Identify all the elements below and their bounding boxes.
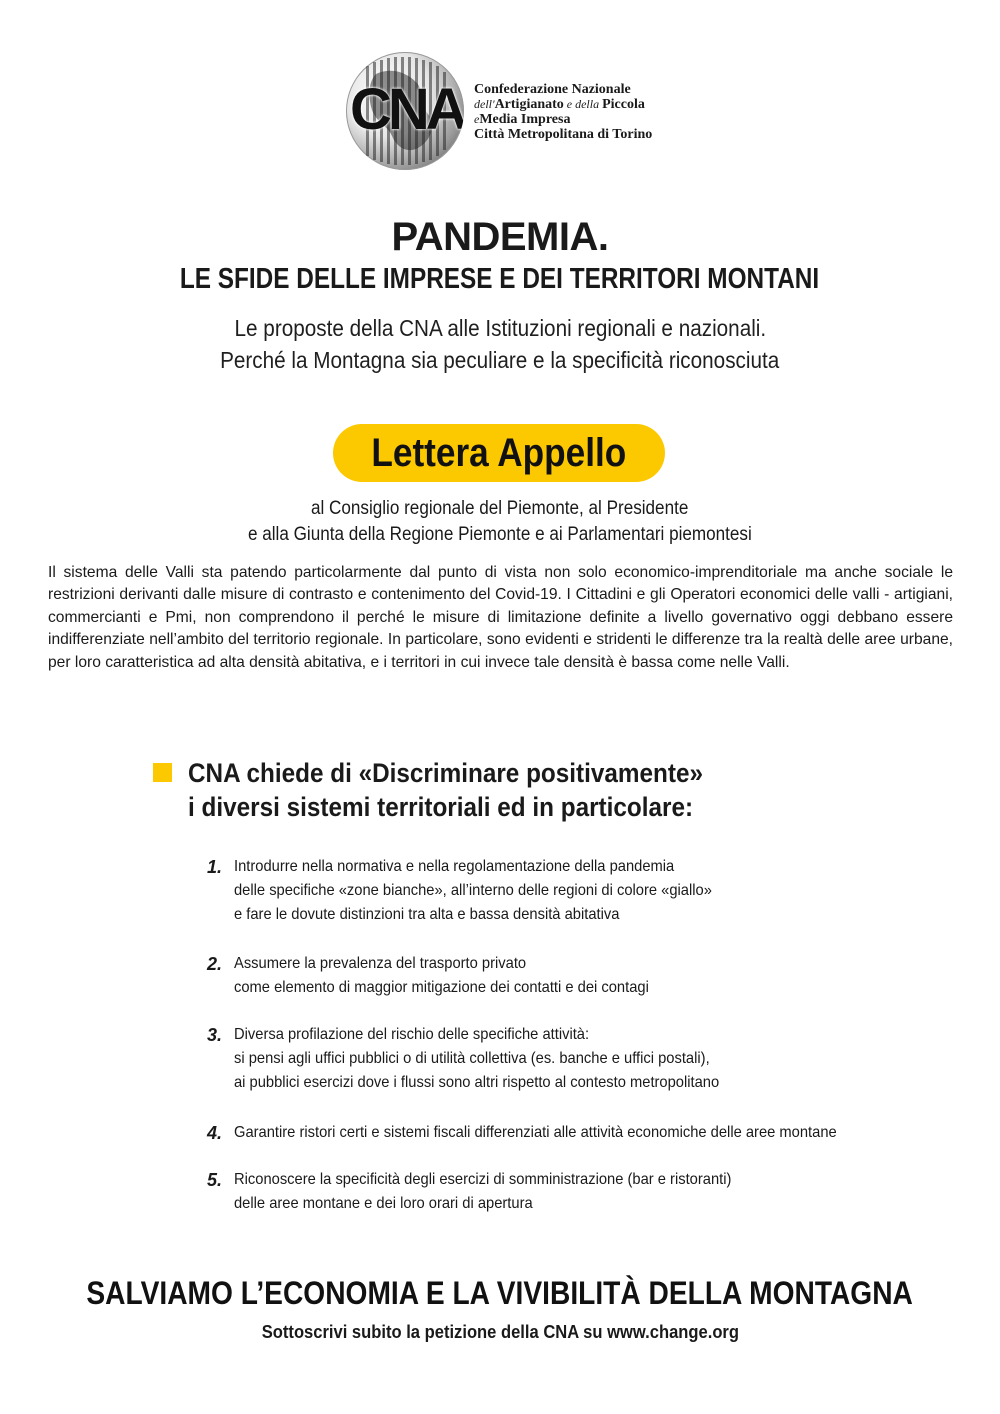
logo-line-2: dell'Artigianato e della Piccola xyxy=(474,97,645,112)
list-item-line: ai pubblici esercizi dove i flussi sono altri rispetto al contesto metropolitano xyxy=(234,1074,720,1091)
demand-line-1: CNA chiede di «Discriminare positivamente» xyxy=(188,758,703,788)
recipients-line-1: al Consiglio regionale del Piemonte, al Presidente xyxy=(311,498,689,519)
list-item-line: delle aree montane e dei loro orari di apertura xyxy=(234,1195,533,1212)
list-item-line: delle specifiche «zone bianche», all’interno delle regioni di colore «giallo» xyxy=(234,882,712,899)
logo-wordmark xyxy=(474,82,694,142)
list-item-line: si pensi agli uffici pubblici o di utilità collettiva (es. banche e uffici postali), xyxy=(234,1050,710,1067)
recipients-line-2: e alla Giunta della Regione Piemonte e ai Parlamentari piemontesi xyxy=(248,524,752,545)
list-item-line: Assumere la prevalenza del trasporto privato xyxy=(234,955,527,972)
footer-petition: Sottoscrivi subito la petizione della CNA su www.change.org xyxy=(261,1322,739,1342)
lead-line-1: Le proposte della CNA alle Istituzioni regionali e nazionali. xyxy=(234,315,766,341)
page-title: PANDEMIA. xyxy=(391,215,609,259)
list-item-number: 5. xyxy=(206,1170,222,1190)
appeal-badge: Lettera Appello xyxy=(333,424,665,482)
demand-line-2: i diversi sistemi territoriali ed in particolare: xyxy=(188,792,694,822)
list-item-line: Introdurre nella normativa e nella regolamentazione della pandemia xyxy=(234,858,675,875)
logo-line-1: Confederazione Nazionale xyxy=(474,82,631,97)
lead-line-2: Perché la Montagna sia peculiare e la specificità riconosciuta xyxy=(220,347,780,373)
logo-line-4: Città Metropolitana di Torino xyxy=(474,127,653,142)
lead-text xyxy=(0,312,1000,376)
page-subtitle: LE SFIDE DELLE IMPRESE E DEI TERRITORI MONTANI xyxy=(180,263,820,295)
cna-logo xyxy=(346,52,686,170)
list-item-number: 2. xyxy=(206,954,222,974)
list-item-line: Riconoscere la specificità degli esercizi di somministrazione (bar e ristoranti) xyxy=(234,1171,732,1188)
body-paragraph: Il sistema delle Valli sta patendo particolarmente dal punto di vista non solo economico-imprenditoriale ma anche sociale le restrizioni derivanti dalle misure di contrasto e contenimento del Covid-19. I Cittadini e gli Operatori economici delle valli - artigiani, commercianti e Pmi, non comprendono il perché le misure di limitazione definite a livello governativo oggi debbano essere indifferenziate nell’ambito del territorio regionale. In particolare, sono evidenti e stridenti le differenze tra la realtà delle aree urbane, per loro caratteristica ad alta densità abitativa, e i territori in cui invece tale densità è bassa come nelle Valli. xyxy=(48,564,953,671)
footer-title: SALVIAMO L’ECONOMIA E LA VIVIBILITÀ DELLA MONTAGNA xyxy=(86,1275,914,1311)
list-item-number: 3. xyxy=(206,1025,222,1045)
list-item-number: 4. xyxy=(206,1123,222,1143)
logo-line-3: eMedia Impresa xyxy=(474,112,571,127)
appeal-recipients xyxy=(0,496,1000,548)
list-item-number: 1. xyxy=(206,857,222,877)
list-item-line: e fare le dovute distinzioni tra alta e bassa densità abitativa xyxy=(234,906,620,923)
yellow-square-bullet-icon xyxy=(153,763,172,782)
demand-heading xyxy=(188,756,888,824)
list-item-line: come elemento di maggior mitigazione dei contatti e dei contagi xyxy=(234,979,649,996)
list-item-line: Garantire ristori certi e sistemi fiscali differenziati alle attività economiche delle aree montane xyxy=(234,1124,837,1141)
list-item-line: Diversa profilazione del rischio delle specifiche attività: xyxy=(234,1026,590,1043)
logo-emblem xyxy=(346,52,464,170)
logo-mark: CNA xyxy=(350,77,464,142)
